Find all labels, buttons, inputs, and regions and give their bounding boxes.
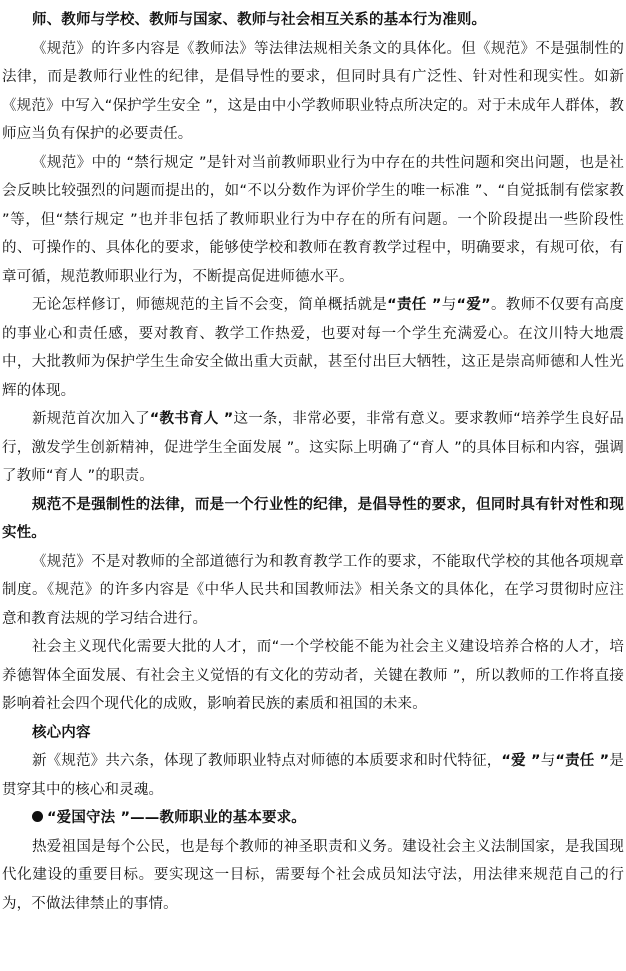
paragraph-7-text: 社会主义现代化需要大批的人才，而“一个学校能不能为社会主义建设培养合格的人才，培养德智体全面发展、有社会主义觉悟的有文化的劳动者，关键在教师 ”，所以教师的工作将直接影响着社会四个现代化的成败，影响着民族的素质和祖国的未来。 <box>2 639 624 712</box>
paragraph-9-bold-love: “爱 ” <box>501 753 541 769</box>
paragraph-6 <box>2 548 624 634</box>
paragraph-3-bold-love: “爱” <box>456 297 491 313</box>
paragraph-4-text-a: 新规范首次加入了 <box>32 411 150 427</box>
paragraph-9-bold-responsibility: “责任 ” <box>555 753 610 769</box>
bullet-heading-patriotism-text: “爱国守法 ”——教师职业的基本要求。 <box>47 810 306 826</box>
paragraph-4-text-c: 这一条，非常必要，非常有意义。要求教师“培养学生良好品行，激发学生创新精神，促进学生全面发展 ”。这实际上明确了“育人 ”的具体目标和内容，强调了教师“育人 ”的职责。 <box>2 411 624 484</box>
paragraph-0-text: 师、教师与学校、教师与国家、教师与社会相互关系的基本行为准则。 <box>32 12 487 28</box>
paragraph-9 <box>2 747 624 804</box>
section-heading-core <box>2 719 624 748</box>
section-heading-core-text: 核心内容 <box>32 724 91 741</box>
paragraph-11-text: 热爱祖国是每个公民，也是每个教师的神圣职责和义务。建设社会主义法制国家，是我国现代化建设的重要目标。要实现这一目标，需要每个社会成员知法守法，用法律来规范自己的行为，不做法律禁止的事情。 <box>2 838 624 912</box>
paragraph-2 <box>2 149 624 292</box>
paragraph-5-text: 规范不是强制性的法律，而是一个行业性的纪律，是倡导性的要求，但同时具有针对性和现实性。 <box>2 496 624 541</box>
paragraph-2-text: 《规范》中的 “禁行规定 ”是针对当前教师职业行为中存在的共性问题和突出问题，也是社会反映比较强烈的问题而提出的，如“不以分数作为评价学生的唯一标准 ”、“自觉抵制有偿家教 ”等，但“禁行规定 ”也并非包括了教师职业行为中存在的所有问题。一个阶段提出一些阶段性的、可操作的、具体化的要求，能够使学校和教师在教育教学过程中，明确要求，有规可依，有章可循，规范教师职业行为，不断提高促进师德水平。 <box>2 154 624 285</box>
paragraph-7 <box>2 633 624 719</box>
paragraph-3 <box>2 291 624 405</box>
paragraph-9-text-c: 与 <box>540 753 556 769</box>
paragraph-1-text: 《规范》的许多内容是《教师法》等法律法规相关条文的具体化。但《规范》不是强制性的法律，而是教师行业性的纪律，是倡导性的要求，但同时具有广泛性、针对性和现实性。如新《规范》中写入“保护学生安全 ”，这是由中小学教师职业特点所决定的。对于未成年人群体，教师应当负有保护的必要责任。 <box>2 40 624 142</box>
paragraph-1 <box>2 35 624 149</box>
paragraph-4-bold-teaching: “教书育人 ” <box>149 411 234 427</box>
paragraph-3-bold-responsibility: “责任 ” <box>387 297 442 313</box>
bullet-heading-patriotism <box>2 804 624 833</box>
paragraph-9-text-e: 是贯穿其中的核心和灵魂。 <box>2 753 624 798</box>
bullet-dot-icon <box>32 811 43 822</box>
paragraph-5-heading <box>2 491 624 548</box>
paragraph-3-text-a: 无论怎样修订，师德规范的主旨不会变，简单概括就是 <box>32 297 388 313</box>
paragraph-4 <box>2 405 624 491</box>
paragraph-0-heading <box>2 6 624 35</box>
paragraph-6-text: 《规范》不是对教师的全部道德行为和教育教学工作的要求，不能取代学校的其他各项规章制度。《规范》的许多内容是《中华人民共和国教师法》相关条文的具体化，在学习贯彻时应注意和教育法规的学习结合进行。 <box>2 553 624 627</box>
paragraph-3-text-c: 与 <box>441 297 457 313</box>
paragraph-3-text-e: 。教师不仅要有高度的事业心和责任感，要对教育、教学工作热爱，也要对每一个学生充满爱心。在汶川特大地震中，大批教师为保护学生生命安全做出重大贡献，甚至付出巨大牺牲，这正是崇高师德和人性光辉的体现。 <box>2 297 625 399</box>
paragraph-11 <box>2 833 624 919</box>
paragraph-9-text-a: 新《规范》共六条，体现了教师职业特点对师德的本质要求和时代特征， <box>32 753 502 769</box>
